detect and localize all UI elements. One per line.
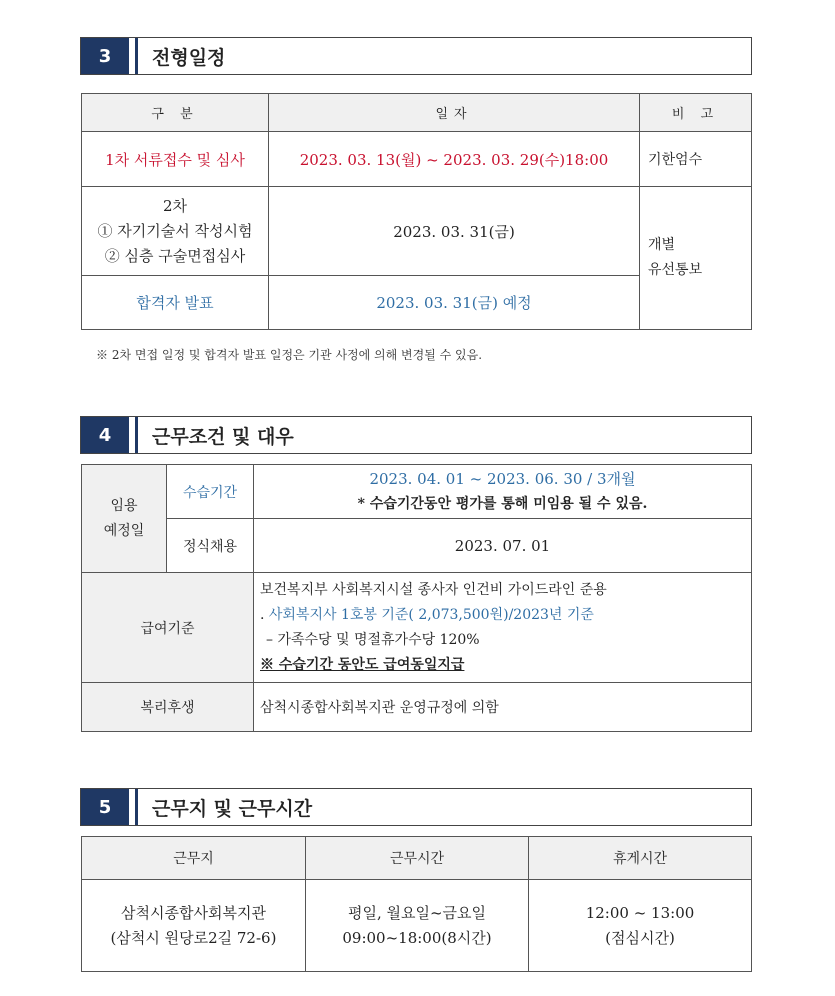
table-row	[82, 187, 752, 276]
first-round-label: 1차 서류접수 및 심사	[82, 132, 269, 187]
hours-value: 평일, 월요일~금요일 09:00~18:00(8시간)	[306, 880, 529, 972]
section-title: 전형일정	[152, 46, 226, 69]
header-place: 근무지	[82, 837, 306, 880]
section-number: 3	[81, 38, 129, 74]
announcement-label: 합격자 발표	[82, 276, 269, 330]
workplace-value: 삼척시종합사회복지관 (삼척시 원당로2길 72-6)	[82, 880, 306, 972]
schedule-note: ※ 2차 면접 일정 및 합격자 발표 일정은 기관 사정에 의해 변경될 수 있음.	[96, 348, 483, 362]
second-round-label: 2차 ① 자기기술서 작성시험 ② 심층 구술면접심사	[82, 187, 269, 276]
second-round-remarks: 개별 유선통보	[640, 187, 752, 330]
announcement-date: 2023. 03. 31(금) 예정	[269, 276, 640, 330]
regular-label: 정식채용	[167, 519, 254, 573]
section-title: 근무조건 및 대우	[152, 425, 294, 448]
table-header-row	[82, 94, 752, 132]
section-5-header	[80, 788, 752, 826]
probation-value: 2023. 04. 01 ~ 2023. 06. 30 / 3개월 * 수습기간동안 평가를 통해 미임용 될 수 있음.	[254, 465, 752, 519]
table-header-row	[82, 837, 752, 880]
table-row	[82, 573, 752, 683]
table-row	[82, 465, 752, 519]
table-row	[82, 880, 752, 972]
header-remarks: 비 고	[640, 94, 752, 132]
second-round-date: 2023. 03. 31(금)	[269, 187, 640, 276]
workplace-table	[81, 836, 752, 972]
table-row	[82, 132, 752, 187]
header-break: 휴게시간	[529, 837, 752, 880]
appointment-label: 임용 예정일	[82, 465, 167, 573]
welfare-label: 복리후생	[82, 683, 254, 732]
probation-label: 수습기간	[167, 465, 254, 519]
break-value: 12:00 ~ 13:00 (점심시간)	[529, 880, 752, 972]
schedule-table	[81, 93, 752, 330]
first-round-date: 2023. 03. 13(월) ~ 2023. 03. 29(수)18:00	[269, 132, 640, 187]
salary-label: 급여기준	[82, 573, 254, 683]
header-category: 구 분	[82, 94, 269, 132]
section-4-header	[80, 416, 752, 454]
section-title: 근무지 및 근무시간	[152, 797, 313, 820]
conditions-table	[81, 464, 752, 732]
table-row	[82, 519, 752, 573]
table-row	[82, 683, 752, 732]
header-date: 일자	[269, 94, 640, 132]
section-number: 5	[81, 789, 129, 825]
section-number: 4	[81, 417, 129, 453]
salary-value: 보건복지부 사회복지시설 종사자 인건비 가이드라인 준용 . 사회복지사 1호봉 기준( 2,073,500원)/2023년 기준 – 가족수당 및 명절휴가수당 120% ※ 수습기간 동안도 급여동일지급	[254, 573, 752, 683]
section-3-header	[80, 37, 752, 75]
welfare-value: 삼척시종합사회복지관 운영규정에 의함	[254, 683, 752, 732]
regular-value: 2023. 07. 01	[254, 519, 752, 573]
first-round-remarks: 기한엄수	[640, 132, 752, 187]
header-hours: 근무시간	[306, 837, 529, 880]
